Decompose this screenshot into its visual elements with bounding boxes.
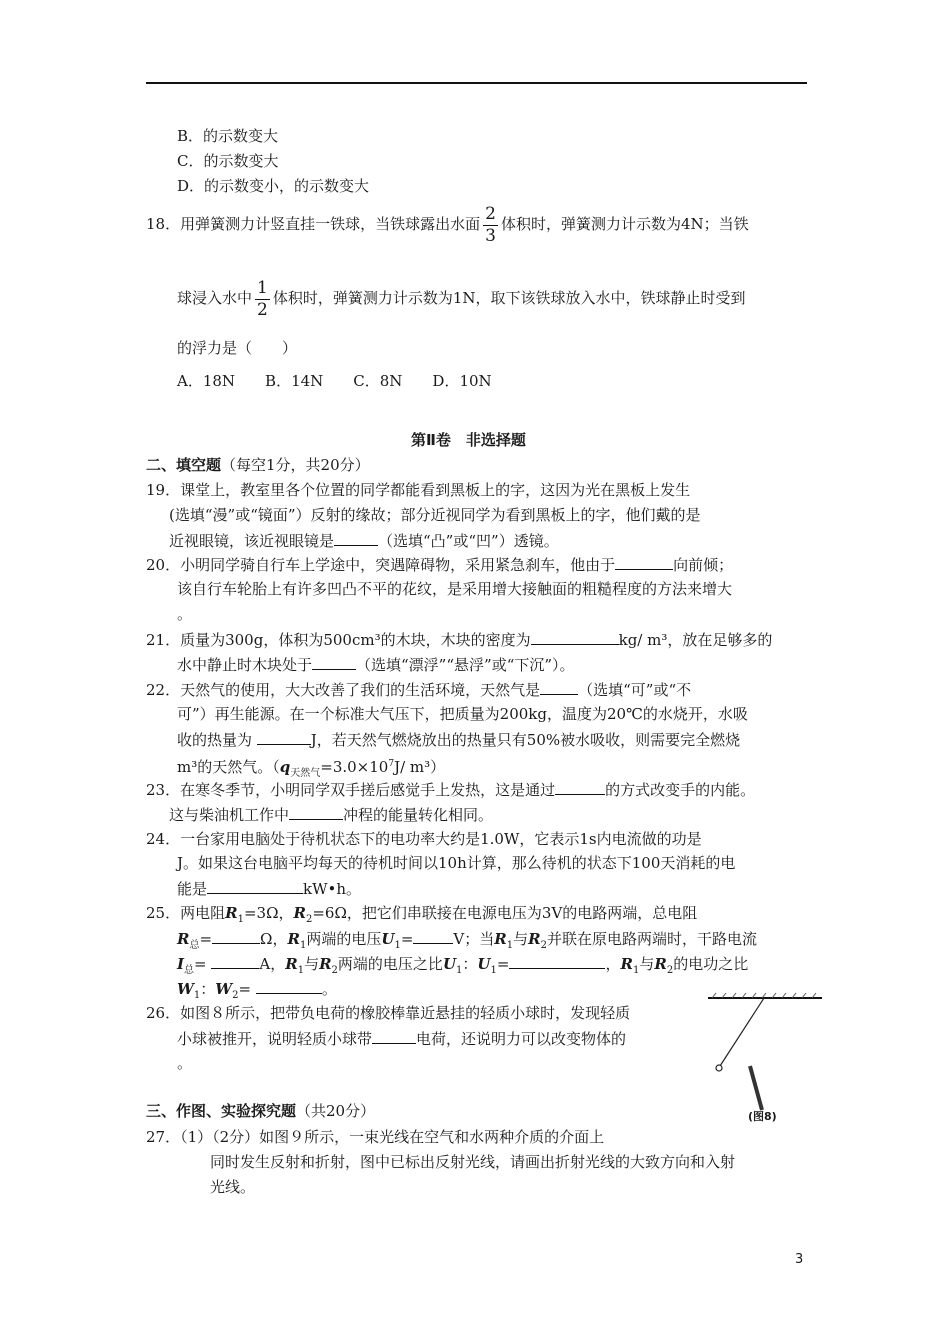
answer-blank[interactable]	[509, 953, 605, 969]
answer-blank[interactable]	[256, 978, 322, 994]
q25-text: =	[238, 980, 256, 998]
q25-text: ：	[462, 955, 478, 973]
q27-line2: 同时发生反射和折射，图中已标出反射光线，请画出折射光线的大致方向和入射	[210, 1153, 736, 1171]
q22-text-4c: J/ m³）	[394, 758, 446, 776]
q22-line3	[177, 729, 740, 750]
q18-text-c: 球浸入水中	[177, 289, 253, 307]
frac-denominator: 3	[485, 225, 496, 246]
answer-blank[interactable]	[257, 729, 311, 745]
q22-text-1b: （选填“可”或“不	[578, 681, 692, 699]
subscript: 1	[506, 940, 514, 951]
q25-text: ：	[200, 980, 216, 998]
q23-line2	[169, 804, 493, 825]
q19-text-1: 课堂上，教室里各个位置的同学都能看到黑板上的字，这因为光在黑板上发生	[180, 481, 691, 499]
answer-blank[interactable]	[334, 530, 378, 546]
q24-text-3b: kW•h。	[303, 880, 362, 898]
q24-number: 24．	[146, 830, 181, 848]
option-d: D．的示数变小，的示数变大	[177, 177, 370, 195]
q19-line3	[169, 530, 559, 551]
q23-text-1a: 在寒冬季节，小明同学双手搓后感觉手上发热，这是通过	[180, 781, 556, 799]
q21-text-2a: 水中静止时木块处于	[177, 656, 313, 674]
figure-8-label: (图8)	[748, 1110, 777, 1123]
q25-text: A，	[259, 955, 286, 973]
section2-title: 二、填空题	[146, 456, 222, 474]
subscript: 1	[237, 914, 244, 925]
q18-text-d: 体积时，弹簧测力计示数为1N，取下该铁球放入水中，铁球静止时受到	[272, 289, 746, 307]
w-symbol: W	[215, 980, 233, 998]
subscript: 2	[666, 965, 674, 976]
q20-line3: 。	[177, 605, 193, 623]
q23-line1	[146, 779, 755, 800]
subscript: 2	[331, 965, 338, 976]
answer-blank[interactable]	[289, 804, 343, 820]
q26-text-2b: 电荷，还说明力可以改变物体的	[416, 1030, 627, 1048]
figure-8	[706, 992, 824, 1130]
r-symbol: R	[528, 930, 541, 948]
q-subscript: 天然气	[290, 768, 321, 779]
subscript: 1	[490, 965, 497, 976]
q21-number: 21．	[146, 631, 181, 649]
q25-text: 两端的电压	[306, 930, 382, 948]
answer-blank[interactable]	[212, 928, 260, 944]
q25-text: 并联在原电路两端时，干路电流	[546, 930, 757, 948]
r-symbol: R	[293, 904, 306, 922]
q26-line3: 。	[177, 1054, 193, 1072]
q25-text: 与	[639, 955, 655, 973]
q25-text-1a: 两电阻	[180, 904, 226, 922]
q18-line3: 的浮力是（ ）	[177, 339, 298, 357]
option-b: B．的示数变大	[177, 127, 279, 145]
section3-title: 三、作图、实验探究题	[146, 1102, 297, 1120]
q27-line3: 光线。	[210, 1178, 256, 1196]
u-symbol: U	[442, 955, 457, 973]
q19-number: 19．	[146, 481, 181, 499]
q27-line1	[146, 1127, 604, 1147]
q23-text-1b: 的方式改变手的内能。	[605, 781, 756, 799]
q25-text: 。	[321, 980, 337, 998]
q26-text-1: 如图８所示，把带负电荷的橡胶棒靠近悬挂的轻质小球时，发现轻质	[180, 1004, 631, 1022]
q19-line1	[146, 480, 690, 500]
fraction-two-thirds	[483, 204, 498, 247]
section3-note: （共20分）	[296, 1102, 376, 1120]
subscript: 1	[299, 940, 307, 951]
q25-text: 与	[304, 955, 320, 973]
q21-text-1a: 质量为300g，体积为500cm³的木块，木块的密度为	[180, 631, 531, 649]
q25-text-1b: =3Ω，	[243, 904, 294, 922]
q18-choices: A．18N B．14N C．8N D．10N	[177, 372, 492, 390]
answer-blank[interactable]	[207, 878, 303, 894]
q21-text-2b: （选填“漂浮”“悬浮”或“下沉”）。	[356, 656, 575, 674]
subscript: 2	[540, 940, 547, 951]
q25-text: Ω，	[260, 930, 288, 948]
option-c: C．的示数变大	[177, 152, 279, 170]
subscript: 1	[456, 965, 463, 976]
q22-number: 22．	[146, 681, 181, 699]
q22-line2: 可”）再生能源。在一个标准大气压下，把质量为200kg，温度为20℃的水烧开，水吸	[177, 705, 748, 723]
answer-blank[interactable]	[540, 679, 578, 695]
q25-text: =	[194, 955, 212, 973]
q25-text: V；当	[453, 930, 495, 948]
q25-text: =	[400, 930, 414, 948]
subscript: 1	[632, 965, 640, 976]
q23-text-2b: 冲程的能量转化相同。	[343, 806, 494, 824]
r-symbol: R	[285, 955, 298, 973]
q20-text-1a: 小明同学骑自行车上学途中，突遇障碍物，采用紧急刹车，他由于	[180, 556, 616, 574]
q22-text-3a: 收的热量为	[177, 731, 257, 749]
page-number: 3	[795, 1252, 804, 1267]
q25-text: =	[496, 955, 510, 973]
subscript: 总	[184, 965, 195, 976]
q24-line1	[146, 829, 702, 849]
q24-text-3a: 能是	[177, 880, 208, 898]
q19-line2: (选填“漫”或“镜面”）反射的缘故；部分近视同学为看到黑板上的字，他们戴的是	[169, 506, 701, 524]
q19-text-3b: （选填“凸”或“凹”）透镜。	[378, 532, 559, 550]
header-rule	[146, 82, 807, 84]
q25-line2	[177, 928, 757, 956]
q18-number: 18．	[146, 215, 181, 233]
q25-text-1c: =6Ω，把它们串联接在电源电压为3V的电路两端，总电阻	[312, 904, 698, 922]
q25-number: 25．	[146, 904, 181, 922]
exponent: 7	[388, 759, 395, 769]
section2-heading	[146, 455, 370, 475]
q20-text-1b: 向前倾；	[673, 556, 734, 574]
q26-text-2a: 小球被推开，说明轻质小球带	[177, 1030, 373, 1048]
r-symbol: R	[225, 904, 238, 922]
q27-number: 27．	[146, 1128, 181, 1146]
q22-text-4b: =3.0×10	[320, 758, 389, 776]
q-symbol: q	[279, 758, 291, 776]
q21-line2	[177, 654, 575, 675]
q25-text: 与	[513, 930, 529, 948]
q21-text-1b: kg/ m³，放在足够多的	[618, 631, 773, 649]
q22-text-1a: 天然气的使用，大大改善了我们的生活环境，天然气是	[180, 681, 541, 699]
q22-text-4a: m³的天然气。（	[177, 758, 280, 776]
q18-text-a: 用弹簧测力计竖直挂一铁球，当铁球露出水面	[180, 215, 481, 233]
r-symbol: R	[177, 930, 190, 948]
q24-line3	[177, 878, 361, 899]
q25-text: 的电功之比	[673, 955, 749, 973]
r-symbol: R	[287, 930, 300, 948]
q20-number: 20．	[146, 556, 181, 574]
u-symbol: U	[477, 955, 491, 973]
part2-title: 第Ⅱ卷 非选择题	[411, 431, 526, 449]
q25-text: 两端的电压之比	[337, 955, 443, 973]
q18-line1	[146, 202, 749, 247]
q18-text-b: 体积时，弹簧测力计示数为4N；当铁	[500, 215, 749, 233]
q23-number: 23．	[146, 781, 181, 799]
i-symbol: I	[177, 955, 185, 973]
fraction-one-half	[255, 278, 270, 321]
q22-line1	[146, 679, 691, 700]
answer-blank[interactable]	[615, 554, 673, 570]
answer-blank[interactable]	[555, 779, 605, 795]
q25-line1	[146, 903, 697, 930]
w-symbol: W	[177, 980, 194, 998]
q21-line1	[146, 629, 772, 650]
r-symbol: R	[319, 955, 332, 973]
q27-text-1: （1）（2分）如图９所示，一束光线在空气和水两种介质的介面上	[180, 1128, 605, 1146]
q24-line2: J。如果这台电脑平均每天的待机时间以10h计算，那么待机的状态下100天消耗的电	[177, 854, 736, 872]
q26-number: 26．	[146, 1004, 181, 1022]
q25-text: =	[199, 930, 213, 948]
q23-text-2a: 这与柴油机工作中	[169, 806, 290, 824]
subscript: 总	[189, 940, 200, 951]
section3-heading	[146, 1101, 375, 1121]
answer-blank[interactable]	[531, 629, 619, 645]
subscript: 1	[193, 990, 201, 1001]
q22-text-3b: J，若天然气燃烧放出的热量只有50%被水吸收，则需要完全燃烧	[310, 731, 741, 749]
answer-blank[interactable]	[372, 1028, 416, 1044]
frac-denominator: 2	[257, 299, 268, 320]
r-symbol: R	[494, 930, 507, 948]
answer-blank[interactable]	[413, 928, 453, 944]
r-symbol: R	[620, 955, 633, 973]
u-symbol: U	[381, 930, 395, 948]
subscript: 2	[232, 990, 239, 1001]
q19-text-3a: 近视眼镜，该近视眼镜是	[169, 532, 335, 550]
frac-numerator: 1	[257, 277, 268, 298]
subscript: 1	[394, 940, 401, 951]
answer-blank[interactable]	[211, 953, 259, 969]
q25-line3	[177, 953, 748, 981]
q25-line4	[177, 978, 337, 1006]
q26-line2	[177, 1028, 626, 1049]
q26-line1	[146, 1003, 630, 1023]
q25-text: ，	[605, 955, 621, 973]
q20-line1	[146, 554, 733, 575]
r-symbol: R	[654, 955, 667, 973]
q18-line2	[177, 276, 746, 321]
answer-blank[interactable]	[312, 654, 356, 670]
q24-text-1: 一台家用电脑处于待机状态下的电功率大约是1.0W，它表示1s内电流做的功是	[180, 830, 702, 848]
frac-numerator: 2	[485, 203, 496, 224]
subscript: 2	[305, 914, 313, 925]
q20-line2: 该自行车轮胎上有许多凹凸不平的花纹，是采用增大接触面的粗糙程度的方法来增大	[177, 580, 733, 598]
subscript: 1	[297, 965, 305, 976]
section2-note: （每空1分，共20分）	[221, 456, 370, 474]
